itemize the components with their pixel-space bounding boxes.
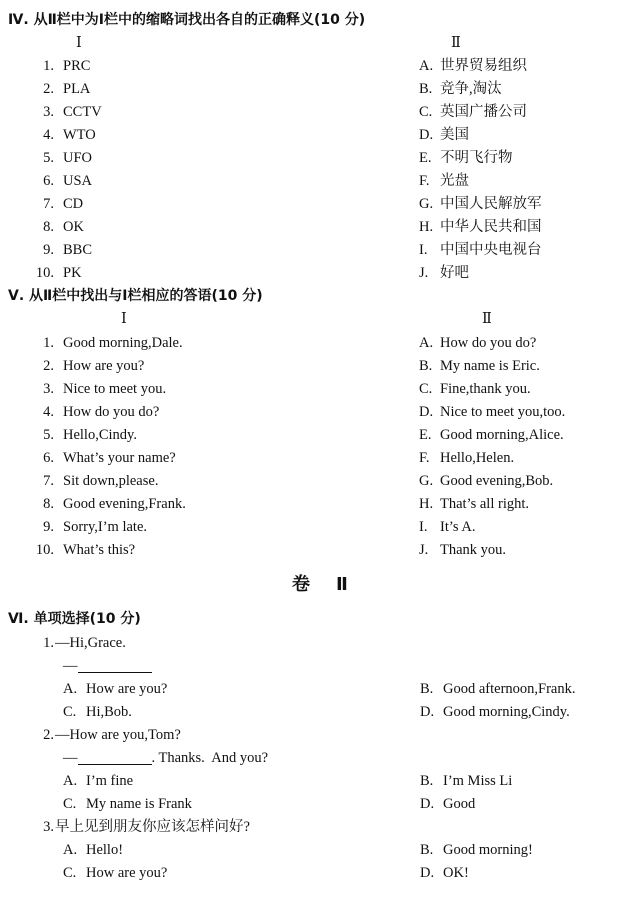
item-text: CCTV [63, 104, 102, 120]
item-number: 1. [43, 58, 54, 74]
item-number: 7. [43, 473, 54, 489]
sec5-left-item [32, 401, 186, 424]
option-b [420, 770, 512, 793]
option-a [63, 839, 123, 862]
item-text: USA [63, 173, 93, 189]
item-text: 中国人民解放军 [440, 196, 542, 212]
item-number: B. [419, 358, 433, 374]
item-number: E. [419, 427, 432, 443]
item-text: PLA [63, 81, 91, 97]
item-number: 10. [35, 542, 54, 558]
question-3-stem-row [0, 816, 644, 839]
sec5-right-item [419, 355, 565, 378]
item-text: CD [63, 196, 84, 212]
option-text: Hello! [86, 842, 124, 858]
item-text: 美国 [440, 127, 469, 143]
item-text: WTO [63, 127, 96, 143]
section-5-heading: Ⅴ. 从Ⅱ栏中找出与Ⅰ栏相应的答语(10 分) [8, 288, 263, 304]
sec4-right-item [419, 193, 542, 216]
answer-dash: — [63, 658, 78, 674]
item-text: It’s A. [440, 519, 476, 535]
sec5-right-item [419, 332, 565, 355]
sec4-right-item [419, 55, 542, 78]
item-text: 好吧 [440, 265, 469, 281]
item-text: Nice to meet you,too. [440, 404, 566, 420]
sec4-right-item [419, 124, 542, 147]
section-5-right-list [419, 332, 565, 562]
item-number: 9. [43, 519, 54, 535]
question-1-options-row [0, 701, 644, 724]
section-4-column-2-header: Ⅱ [451, 35, 461, 51]
item-number: I. [419, 242, 428, 258]
option-a [63, 770, 133, 793]
item-text: Fine,thank you. [440, 381, 531, 397]
option-text: My name is Frank [86, 796, 192, 812]
item-number: 5. [43, 427, 54, 443]
sec5-right-item [419, 401, 565, 424]
question-2-options-row [0, 793, 644, 816]
item-number: H. [419, 219, 434, 235]
item-text: 英国广播公司 [440, 104, 527, 120]
option-text: How are you? [86, 865, 168, 881]
sec4-left-item [32, 55, 102, 78]
question-number: 3. [43, 819, 54, 835]
item-text: Good morning,Alice. [440, 427, 564, 443]
section-5-column-2-header: Ⅱ [482, 311, 492, 327]
answer-line [63, 655, 152, 678]
paper-title-char: 卷 [292, 574, 310, 595]
section-4-column-1-header: Ⅰ [76, 35, 82, 51]
section-4-heading: Ⅳ. 从Ⅱ栏中为Ⅰ栏中的缩略词找出各自的正确释义(10 分) [8, 12, 366, 28]
sec5-right-item [419, 470, 565, 493]
item-text: Thank you. [440, 542, 507, 558]
item-text: What’s your name? [63, 450, 176, 466]
item-text: 中国中央电视台 [440, 242, 542, 258]
item-number: G. [419, 196, 434, 212]
item-number: 8. [43, 219, 54, 235]
sec4-left-item [32, 262, 102, 285]
paper-part-title [0, 572, 644, 598]
section-5-left-list [32, 332, 186, 562]
question-2-options-row [0, 770, 644, 793]
option-letter: A. [63, 842, 78, 858]
item-number: E. [419, 150, 432, 166]
sec4-left-item [32, 170, 102, 193]
option-d [420, 701, 570, 724]
item-number: 3. [43, 381, 54, 397]
sec5-left-item [32, 539, 186, 562]
item-number: 5. [43, 150, 54, 166]
option-text: OK! [443, 865, 469, 881]
item-number: D. [419, 404, 434, 420]
item-text: Hello,Cindy. [63, 427, 137, 443]
option-letter: D. [420, 704, 435, 720]
option-text: Hi,Bob. [86, 704, 132, 720]
paper-title-number: Ⅱ [336, 574, 348, 595]
option-letter: A. [63, 773, 78, 789]
sec4-left-item [32, 193, 102, 216]
item-text: How are you? [63, 358, 145, 374]
sec5-left-item [32, 516, 186, 539]
section-6-questions [0, 632, 644, 885]
sec5-right-item [419, 516, 565, 539]
item-number: I. [419, 519, 428, 535]
option-letter: C. [63, 865, 77, 881]
option-a [63, 678, 167, 701]
question-number: 1. [43, 635, 54, 651]
item-text: Good evening,Bob. [440, 473, 554, 489]
question-3-options-row [0, 862, 644, 885]
option-letter: B. [420, 842, 434, 858]
item-number: 2. [43, 81, 54, 97]
option-text: Good [443, 796, 476, 812]
option-letter: D. [420, 865, 435, 881]
item-number: 10. [35, 265, 54, 281]
option-b [420, 839, 533, 862]
option-letter: A. [63, 681, 78, 697]
sec4-right-item [419, 216, 542, 239]
question-1-options-row [0, 678, 644, 701]
option-text: I’m Miss Li [443, 773, 513, 789]
item-number: 9. [43, 242, 54, 258]
option-text: Good morning,Cindy. [443, 704, 570, 720]
item-text: 世界贸易组织 [440, 58, 527, 74]
question-stem: —How are you,Tom? [55, 727, 181, 743]
section-6-heading: Ⅵ. 单项选择(10 分) [8, 611, 141, 627]
item-text: 光盘 [440, 173, 469, 189]
item-text: PRC [63, 58, 91, 74]
sec4-left-item [32, 101, 102, 124]
option-letter: C. [63, 796, 77, 812]
sec5-left-item [32, 493, 186, 516]
option-c [63, 793, 192, 816]
question-1-answer-row [0, 655, 644, 678]
option-c [63, 862, 167, 885]
sec5-left-item [32, 355, 186, 378]
item-text: My name is Eric. [440, 358, 540, 374]
item-text: That’s all right. [440, 496, 529, 512]
question-stem: —Hi,Grace. [55, 635, 126, 651]
sec5-left-item [32, 378, 186, 401]
item-number: J. [419, 265, 429, 281]
item-text: How do you do? [440, 335, 537, 351]
option-letter: B. [420, 681, 434, 697]
section-4-right-list [419, 55, 542, 285]
item-number: 8. [43, 496, 54, 512]
sec5-right-item [419, 424, 565, 447]
section-5-column-1-header: Ⅰ [121, 311, 127, 327]
sec5-right-item [419, 539, 565, 562]
answer-suffix: . Thanks. And you? [151, 750, 269, 766]
item-number: J. [419, 542, 429, 558]
sec5-left-item [32, 424, 186, 447]
answer-line [63, 747, 268, 770]
option-letter: B. [420, 773, 434, 789]
item-text: BBC [63, 242, 93, 258]
sec4-right-item [419, 262, 542, 285]
answer-blank [78, 749, 152, 765]
item-text: UFO [63, 150, 93, 166]
sec5-right-item [419, 378, 565, 401]
item-number: A. [419, 335, 434, 351]
sec5-left-item [32, 470, 186, 493]
question-3-options-row [0, 839, 644, 862]
option-text: Good afternoon,Frank. [443, 681, 576, 697]
sec5-right-item [419, 493, 565, 516]
section-4-left-list [32, 55, 102, 285]
item-text: Hello,Helen. [440, 450, 515, 466]
item-number: 4. [43, 127, 54, 143]
item-number: C. [419, 104, 433, 120]
item-number: D. [419, 127, 434, 143]
option-letter: C. [63, 704, 77, 720]
sec4-left-item [32, 78, 102, 101]
sec4-left-item [32, 216, 102, 239]
item-text: How do you do? [63, 404, 160, 420]
item-text: 中华人民共和国 [440, 219, 542, 235]
item-number: 2. [43, 358, 54, 374]
option-letter: D. [420, 796, 435, 812]
item-number: A. [419, 58, 434, 74]
sec4-right-item [419, 239, 542, 262]
item-text: PK [63, 265, 82, 281]
item-text: Sit down,please. [63, 473, 159, 489]
sec4-left-item [32, 147, 102, 170]
option-b [420, 678, 575, 701]
item-text: Good evening,Frank. [63, 496, 186, 512]
option-d [420, 793, 475, 816]
item-number: F. [419, 450, 430, 466]
item-text: Sorry,I’m late. [63, 519, 148, 535]
item-number: H. [419, 496, 434, 512]
item-number: C. [419, 381, 433, 397]
item-number: 6. [43, 173, 54, 189]
sec4-right-item [419, 78, 542, 101]
sec4-left-item [32, 239, 102, 262]
sec4-right-item [419, 147, 542, 170]
sec4-right-item [419, 170, 542, 193]
answer-dash: — [63, 750, 78, 766]
option-c [63, 701, 132, 724]
item-text: 不明飞行物 [440, 150, 513, 166]
item-number: 7. [43, 196, 54, 212]
option-text: I’m fine [86, 773, 134, 789]
option-d [420, 862, 469, 885]
sec4-right-item [419, 101, 542, 124]
item-number: B. [419, 81, 433, 97]
item-text: 竞争,淘汰 [440, 81, 502, 97]
sec5-right-item [419, 447, 565, 470]
question-stem: 早上见到朋友你应该怎样问好? [55, 819, 250, 835]
item-number: 1. [43, 335, 54, 351]
option-text: How are you? [86, 681, 168, 697]
sec4-left-item [32, 124, 102, 147]
sec5-left-item [32, 332, 186, 355]
sec5-left-item [32, 447, 186, 470]
item-text: What’s this? [63, 542, 136, 558]
item-text: OK [63, 219, 84, 235]
item-text: Nice to meet you. [63, 381, 167, 397]
option-text: Good morning! [443, 842, 533, 858]
question-2-answer-row [0, 747, 644, 770]
answer-blank [78, 657, 152, 673]
item-text: Good morning,Dale. [63, 335, 183, 351]
item-number: 6. [43, 450, 54, 466]
item-number: 3. [43, 104, 54, 120]
question-1-stem-row [0, 632, 644, 655]
item-number: G. [419, 473, 434, 489]
item-number: 4. [43, 404, 54, 420]
question-2-stem-row [0, 724, 644, 747]
question-number: 2. [43, 727, 54, 743]
item-number: F. [419, 173, 430, 189]
